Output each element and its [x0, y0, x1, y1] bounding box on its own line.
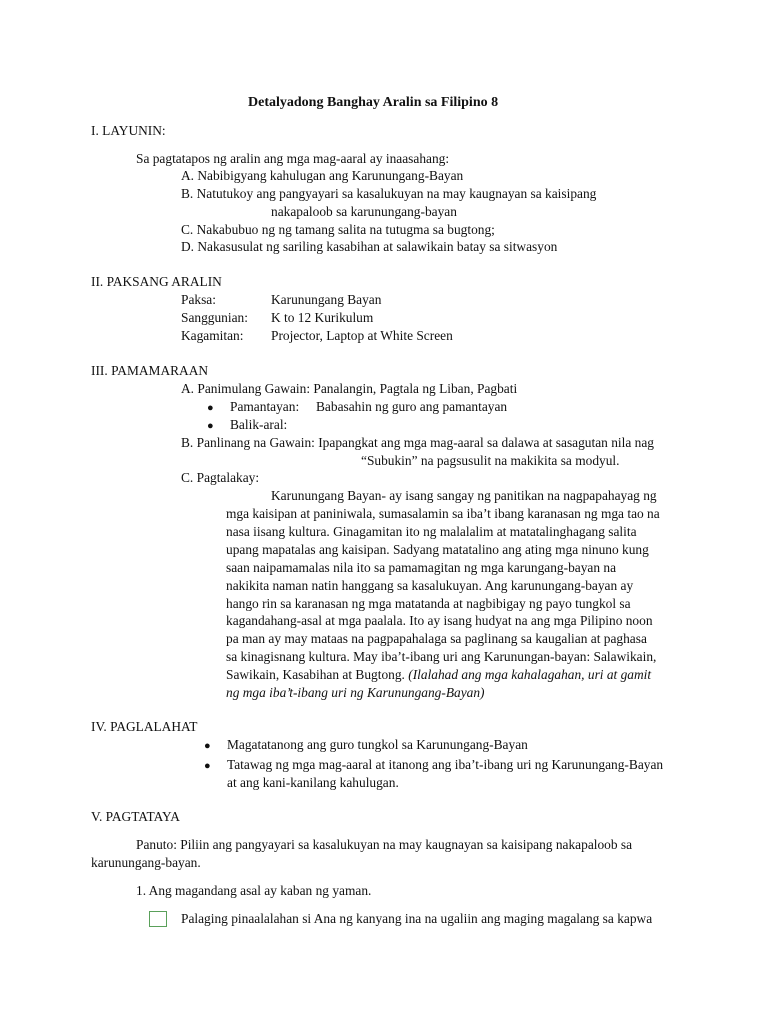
sanggunian-label: Sanggunian:	[181, 310, 248, 325]
section-heading-paksang-aralin: II. PAKSANG ARALIN	[91, 274, 222, 289]
balik-aral-label: Balik-aral:	[230, 417, 288, 432]
pagtalakay-line: nakikita naman natin hanggang sa kasalukuyan. Ang karunungang-bayan ay	[226, 578, 634, 593]
paglalahat-item-cont: at ang kani-kanilang kahulugan.	[227, 775, 399, 790]
section-heading-pagtataya: V. PAGTATAYA	[91, 809, 180, 824]
bullet-icon: ●	[204, 760, 211, 772]
paksa-value: Karunungang Bayan	[271, 292, 382, 307]
paglalahat-item: Magatatanong ang guro tungkol sa Karunungang-Bayan	[227, 737, 528, 752]
pamamaraan-item-b-cont: “Subukin” na pagsusulit na makikita sa modyul.	[361, 453, 620, 468]
layunin-item-c: C. Nakabubuo ng ng tamang salita na tutugma sa bugtong;	[181, 222, 495, 237]
pagtalakay-line: mga kaisipan at paniniwala, sumasalamin sa iba’t ibang karanasan ng mga tao na	[226, 506, 660, 521]
answer-option-text: Palaging pinaalalahan si Ana ng kanyang ina na ugaliin ang maging magalang sa kapwa	[181, 911, 653, 926]
paglalahat-item: Tatawag ng mga mag-aaral at itanong ang iba’t-ibang uri ng Karunungang-Bayan	[227, 757, 664, 772]
pamamaraan-item-b: B. Panlinang na Gawain: Ipapangkat ang mga mag-aaral sa dalawa at sasagutan nila nag	[181, 435, 654, 450]
pagtalakay-line: pa man ay may mataas na pagpapahalaga sa paglinang sa kaugalian at paghasa	[226, 631, 647, 646]
bullet-icon: ●	[207, 420, 214, 432]
panuto-text: Panuto: Piliin ang pangyayari sa kasalukuyan na may kaugnayan sa kaisipang nakapaloob sa	[136, 837, 633, 852]
layunin-item-b-cont: nakapaloob sa karunungang-bayan	[271, 204, 457, 219]
pagtalakay-line: Karunungang Bayan- ay isang sangay ng panitikan na nagpapahayag ng	[271, 488, 657, 503]
sanggunian-value: K to 12 Kurikulum	[271, 310, 374, 325]
pagtalakay-note: ng mga iba’t-ibang uri ng Karunungang-Bayan)	[226, 685, 485, 700]
pagtalakay-line: saan naipamamalas nila ito sa pamamagitan ng mga karungang-bayan na	[226, 560, 617, 575]
section-heading-paglalahat: IV. PAGLALAHAT	[91, 719, 198, 734]
pagtalakay-line: nasa iisang kultura. Ginagamitan ito ng malalalim at matatalinghagang salita	[226, 524, 637, 539]
section-heading-pamamaraan: III. PAMAMARAAN	[91, 363, 209, 378]
pamantayan-label: Pamantayan:	[230, 399, 300, 414]
pagtalakay-line: kagandahang-asal at mga paalala. Ito ay isang hudyat na ang mga Pilipino noon	[226, 613, 653, 628]
question-item: 1. Ang magandang asal ay kaban ng yaman.	[136, 883, 372, 898]
panuto-text-cont: karunungang-bayan.	[91, 855, 201, 870]
bullet-icon: ●	[204, 740, 211, 752]
document-title: Detalyadong Banghay Aralin sa Filipino 8	[248, 95, 499, 110]
pamamaraan-item-a: A. Panimulang Gawain: Panalangin, Pagtala ng Liban, Pagbati	[181, 381, 518, 396]
layunin-item-a: A. Nabibigyang kahulugan ang Karunungang-Bayan	[181, 168, 464, 183]
pagtalakay-line: upang mapatalas ang kaisipan. Sadyang matatalino ang ating mga ninuno kung	[226, 542, 649, 557]
section-heading-layunin: I. LAYUNIN:	[91, 123, 166, 138]
layunin-item-b: B. Natutukoy ang pangyayari sa kasalukuyan na may kaugnayan sa kaisipang	[181, 186, 597, 201]
pagtalakay-text: Sawikain, Kasabihan at Bugtong.	[226, 667, 409, 682]
kagamitan-value: Projector, Laptop at White Screen	[271, 328, 453, 343]
bullet-icon: ●	[207, 402, 214, 414]
layunin-item-d: D. Nakasusulat ng sariling kasabihan at salawikain batay sa sitwasyon	[181, 239, 558, 254]
answer-checkbox[interactable]	[149, 911, 167, 927]
pagtalakay-line: hango rin sa karanasan ng mga matatanda at nagbibigay ng payo tungkol sa	[226, 596, 631, 611]
layunin-intro: Sa pagtatapos ng aralin ang mga mag-aaral ay inaasahang:	[136, 151, 450, 166]
paksa-label: Paksa:	[181, 292, 216, 307]
pagtalakay-line	[226, 666, 651, 684]
kagamitan-label: Kagamitan:	[181, 328, 244, 343]
pagtalakay-note: (Ilalahad ang mga kahalagahan, uri at gamit	[408, 667, 652, 682]
pamamaraan-item-c: C. Pagtalakay:	[181, 470, 260, 485]
pagtalakay-line: sa kinagisnang kultura. May iba’t-ibang uri ang Karunungan-bayan: Salawikain,	[226, 649, 657, 664]
pamantayan-value: Babasahin ng guro ang pamantayan	[316, 399, 508, 414]
